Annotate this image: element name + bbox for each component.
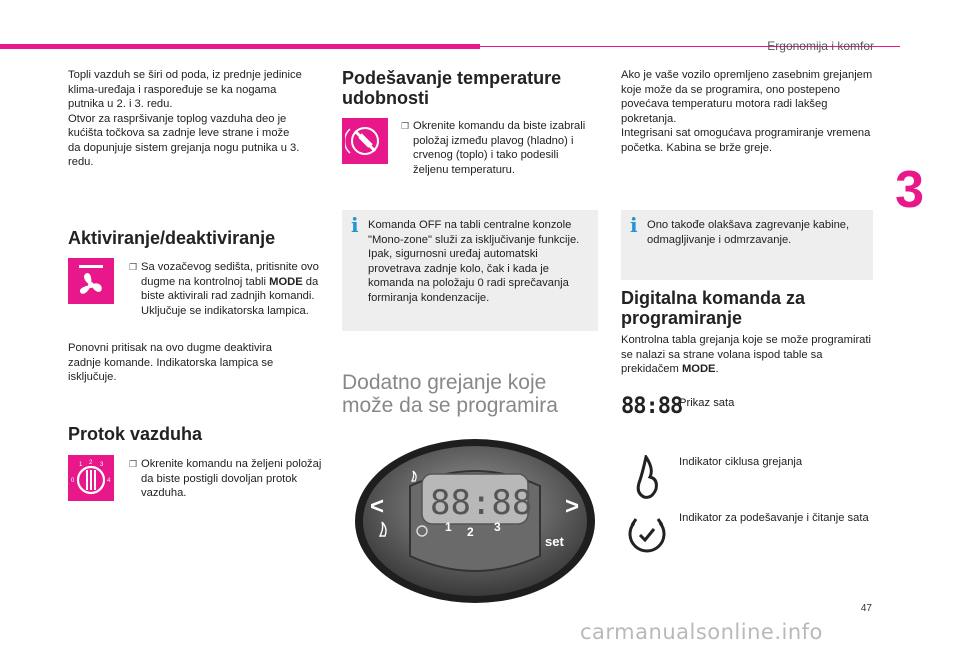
bullet-marker-icon: ❒ [129, 262, 138, 272]
clock-display-icon: 88:88 [621, 394, 683, 419]
dial-label-2: 2 [89, 460, 93, 466]
header-accent-bar [0, 44, 480, 49]
dial-label-3: 3 [100, 462, 104, 468]
intro-text: Topli vazduh se širi od poda, iz prednje jedinice klima-uređaja i raspoređuje se ka nogama putnika u 2. i 3. redu. Otvor za raspršivanje toplog vazduha deo je kućišta točkova sa zadnje leve strane i može da dopunjuje sistem grejanja nogu putnika u 3. redu. [68, 69, 302, 168]
bullet-marker-icon: ❒ [401, 121, 410, 131]
digital-text: Kontrolna tabla grejanja koje se može programirati se nalazi sa strane volana ispod table sa prekidačem MODE. [621, 334, 871, 375]
airflow-dial-icon [68, 455, 114, 501]
clock-check-icon [626, 513, 668, 560]
airflow-title: Protok vazduha [68, 424, 203, 444]
info-box-defrost [621, 210, 873, 280]
dial-label-0: 0 [71, 478, 75, 484]
dial-label-4: 4 [107, 478, 111, 484]
info-box-off [342, 210, 598, 331]
remote-display: 88:88 [430, 483, 533, 523]
temp-bullet: ❒ Okrenite komandu da biste izabrali položaj između plavog (hladno) i crvenog (toplo) i tako podesili željenu temperaturu. [401, 120, 586, 176]
activation-bullet: ❒ Sa vozačevog sedišta, pritisnite ovo dugme na kontrolnoj tabli MODE da biste aktivirali rad zadnjih komandi. Uključuje se indikatorska lampica. [129, 261, 319, 317]
dial-label-1: 1 [79, 462, 83, 468]
prog-title-line2: može da se programira [342, 394, 558, 417]
digital-title-line1: Digitalna komanda za [621, 288, 806, 308]
remote-control-illustration [350, 436, 600, 606]
info-text: Komanda OFF na tabli centralne konzole "Mono-zone" služi za isključivanje funkcije. Ipak, sigurnosni uređaj automatski provetrava zadnje kolo, čak i kada je komanda na položaju 0 radi sprečavanja formiranja kondenzacije. [368, 219, 580, 304]
temp-title-line2: udobnosti [342, 88, 429, 108]
column-1 [68, 68, 328, 170]
info-icon: i [630, 213, 638, 237]
prog-intro-text: Ako je vaše vozilo opremljeno zasebnim grejanjem koje može da se programira, ono postepeno povećava temperaturu motora radi lakšeg pokretanja. Integrisani sat omogućava programiranje vremena početka. Kabina se brže greje. [621, 69, 873, 154]
digital-title-line2: programiranje [621, 308, 743, 328]
remote-number-2: 2 [467, 525, 474, 539]
flame-icon [634, 455, 662, 506]
remote-left-button: < [370, 493, 385, 520]
info-text: Ono takođe olakšava zagrevanje kabine, odmagljivanje i odmrzavanje. [647, 219, 850, 246]
remote-right-button: > [565, 493, 580, 520]
prog-title-line1: Dodatno grejanje koje [342, 371, 547, 394]
airflow-bullet: ❒ Okrenite komandu na željeni položaj da biste postigli dovoljan protok vazduha. [129, 458, 322, 499]
cycle-label: Indikator ciklusa grejanja [679, 456, 803, 468]
activation-title: Aktiviranje/deaktiviranje [68, 228, 276, 248]
bullet-marker-icon: ❒ [129, 459, 138, 469]
remote-set-button: set [545, 534, 564, 549]
remote-number-3: 3 [494, 520, 501, 534]
page-number: 47 [860, 603, 872, 614]
fan-button-icon [68, 258, 114, 304]
info-icon: i [351, 213, 359, 237]
temp-title-line1: Podešavanje temperature [342, 68, 562, 88]
watermark: carmanualsonline.info [580, 620, 823, 644]
remote-number-1: 1 [445, 520, 452, 534]
section-title: Ergonomija i komfor [767, 39, 874, 53]
clock-display-label: Prikaz sata [679, 397, 735, 409]
settime-label: Indikator za podešavanje i čitanje sata [679, 512, 869, 524]
temp-dial-icon [342, 118, 388, 164]
deactivation-text: Ponovni pritisak na ovo dugme deaktivira zadnje komande. Indikatorska lampica se isključuje. [68, 342, 274, 383]
chapter-number: 3 [895, 161, 924, 219]
